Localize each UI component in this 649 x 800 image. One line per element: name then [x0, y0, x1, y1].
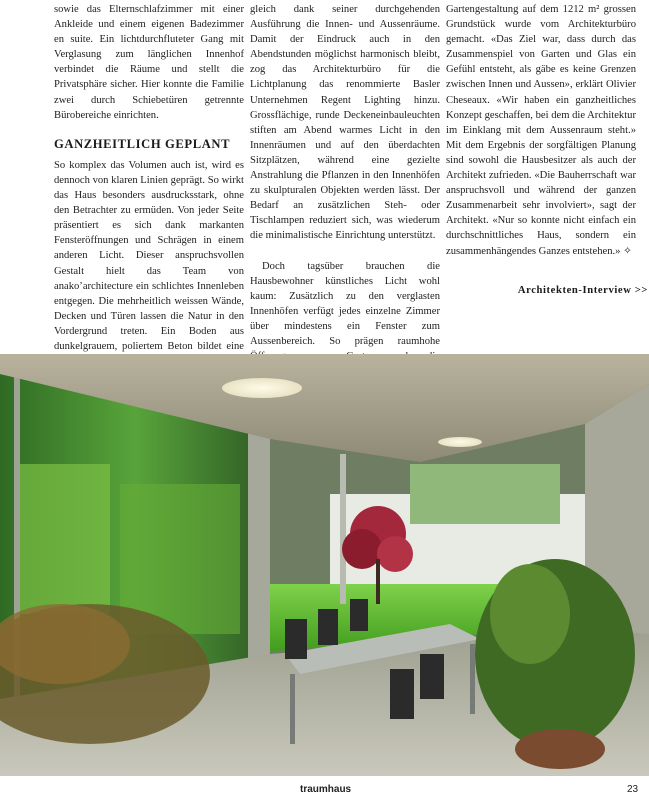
paragraph: sowie das Elternschlafzimmer mit einer Ankleide und einem eigenen Badezimmer en suite. Ein lichtdurchfluteter Gang mit Verglasung zum länglichen Innenhof verbindet die Räume und stellt die Privatsphäre sicher. Hier konnte die Familie zwei durch Schiebetüren getrennte Bürobereiche einrichten. — [54, 4, 244, 121]
courtyard-photo — [0, 354, 649, 776]
page-number: 23 — [627, 784, 639, 795]
paragraph: gleich dank seiner durchgehenden Ausführung die Innen- und Aussenräume. Damit der Eindruck auch in den Abendstunden möglichst harmonisch bleibt, zog das Architekturbüro für die Lichtplanung das renommierte Basler Unternehmen Regent Lighting hinzu. Grossflächige, runde Deckeneinbauleuchten stiften am Abend warmes Licht in den Innenräumen und auf den überdachten Sitzplätzen, während eine gezielte Anstrahlung die Pflanzen in den Innenhöfen zu skulpturalen Objekten werden lässt. Der Bedarf an zusätzlichen Steh- oder Tischlampen reduziert sich, was wiederum die minimalistische Einrichtung unterstützt. — [250, 4, 440, 242]
section-heading: GANZHEITLICH GEPLANT — [54, 136, 231, 151]
paragraph: So komplex das Volumen auch ist, wird es dennoch von klaren Linien geprägt. So wirkt das Haus besonders ausdrucksstark, ohne den Betrachter zu ermüden. Von jeder Seite präsentiert es sich dank markanten Fensteröffnungen und Schrägen in einem anderen Licht. Dieser anspruchsvollen Gestalt hielt das Team von anako’architecture ein schlichtes Innenleben entgegen. Die mehrheitlich weissen Wände, Decken und Türen lassen die Natur in den Vordergrund treten. Ein Boden aus dunkelgrauem, poliertem Beton bildet eine — [54, 159, 244, 352]
interview-link[interactable]: Architekten-Interview >> — [517, 285, 648, 296]
paragraph: Gartengestaltung auf dem 1212 m² grossen Grundstück wurde vom Architekturbüro gemacht. «Das Ziel war, dass durch das Zusammenspiel von Garten und Glas ein Gefühl entsteht, als gäbe es keine Grenzen zwischen Innen und Aussen», erklärt Olivier Cheseaux. «Wir haben ein ganzheitliches Konzept geschaffen, bei dem die Architektur im Einklang mit dem Aussenraum steht.» Mit dem Ergebnis der sorgfältigen Planung sind sowohl die Hausbesitzer als auch der Architekt zufrieden. «Die Bauherrschaft war anspruchsvoll und während der ganzen Zusammenarbeit sehr involviert», sagt der Architekt. «Nur so konnte nicht einfach ein durchschnittliches Haus, sondern ein zusammenhängendes Ganzes entstehen.» ✧ — [446, 4, 636, 257]
text-column-1 — [54, 2, 244, 384]
text-column-2 — [250, 2, 440, 394]
text-column-3 — [446, 2, 636, 259]
paragraph: Doch tagsüber brauchen die Hausbewohner künstliches Licht wohl kaum: Zusätzlich zu den verglasten Innenhöfen verfügt jedes einzelne Zimmer über mindestens ein Fenster zum Aussenbereich. So prägen raumhohe — [250, 260, 440, 347]
magazine-name: traumhaus — [300, 784, 352, 795]
